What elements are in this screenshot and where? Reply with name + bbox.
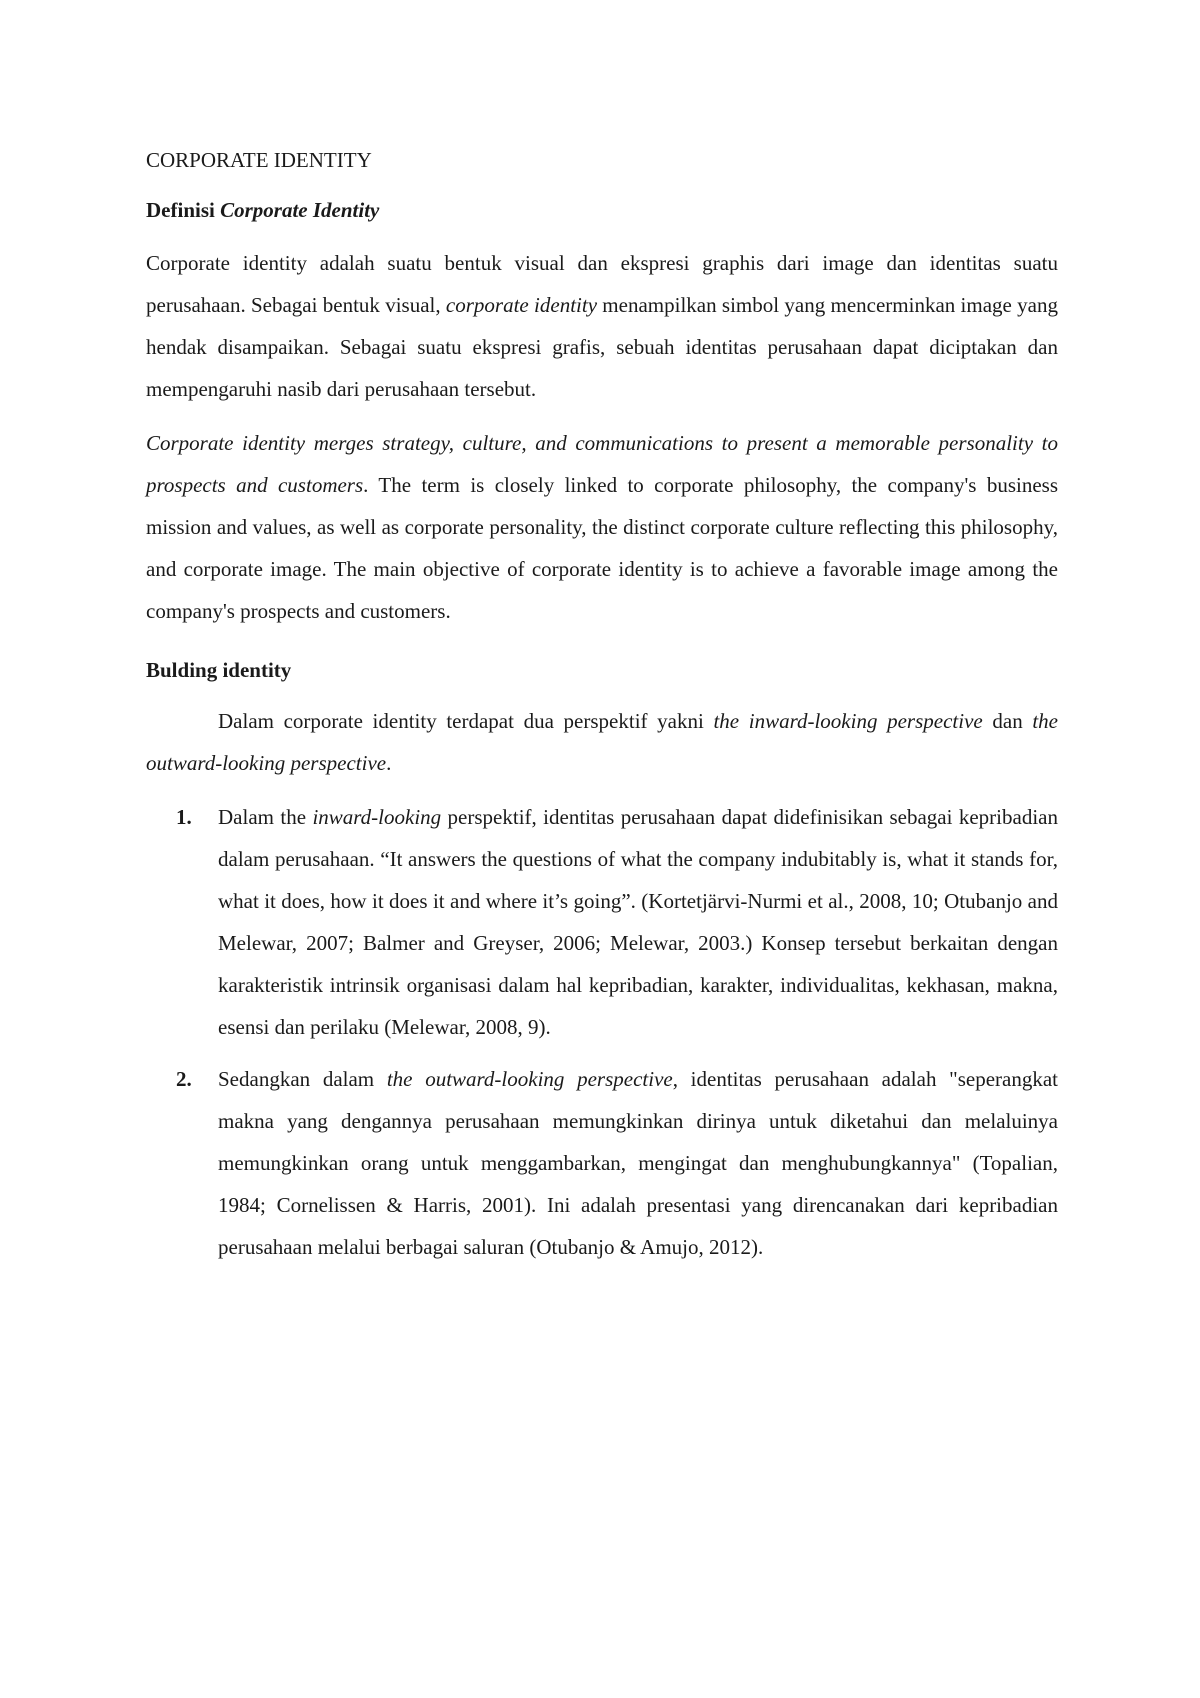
document-title: CORPORATE IDENTITY — [146, 148, 372, 172]
paragraph-definition-id — [146, 242, 1058, 410]
list-number: 2. — [176, 1067, 192, 1091]
section-heading-definition — [146, 190, 1058, 230]
paragraph-perspectives — [146, 700, 1058, 784]
text-run: perspektif, identitas perusahaan dapat didefinisikan sebagai kepribadian dalam perusahaan. “It answers the questions of what the company indubitably is, what it stands for, what it does, how it does it and where it’s going”. (Kortetjärvi-Nurmi et al., 2008, 10; Otubanjo and Melewar, 2007; Balmer and Greyser, 2006; Melewar, 2003.) Konsep tersebut berkaitan dengan karakteristik intrinsik organisasi dalam hal kepribadian, karakter, individualitas, kekhasan, makna, esensi dan perilaku (Melewar, 2008, 9). — [218, 805, 1058, 1039]
text-run: Dalam the — [218, 805, 313, 829]
text-run: . The term is closely linked to corporate philosophy, the company's business mission and values, as well as corporate personality, the distinct corporate culture reflecting this philosophy, and corporate image. The main objective of corporate identity is to achieve a favorable image among the company's prospects and customers. — [146, 473, 1058, 623]
paragraph-definition-en — [146, 422, 1058, 632]
numbered-list — [146, 796, 1058, 1268]
text-run-italic: the inward-looking perspective — [713, 709, 983, 733]
text-run-italic: Corporate identity merges strategy, culture, and communications to present a memorable personality to prospects and customers — [146, 431, 1058, 497]
text-run: dan — [982, 709, 1033, 733]
list-item — [146, 796, 1058, 1048]
text-run-italic: the outward-looking perspective — [386, 1067, 673, 1091]
text-run: menampilkan simbol yang mencerminkan image yang hendak disampaikan. Sebagai suatu ekspresi grafis, sebuah identitas perusahaan dapat diciptakan dan mempengaruhi nasib dari perusahaan tersebut. — [146, 293, 1058, 401]
text-run: Dalam corporate identity terdapat dua perspektif yakni — [218, 709, 714, 733]
list-number: 1. — [176, 805, 192, 829]
text-run: Corporate identity adalah suatu bentuk visual dan ekspresi graphis dari image dan identitas suatu perusahaan. Sebagai bentuk visual, — [146, 251, 1058, 317]
text-run-italic: inward-looking — [312, 805, 442, 829]
list-item — [146, 1058, 1058, 1268]
section-heading-italic: Corporate Identity — [220, 198, 380, 222]
text-run: , identitas perusahaan adalah "seperangkat makna yang dengannya perusahaan memungkinkan dirinya untuk diketahui dan melaluinya memungkinkan orang untuk menggambarkan, mengingat dan menghubungkannya" (Topalian, 1984; Cornelissen & Harris, 2001). Ini adalah presentasi yang direncanakan dari kepribadian perusahaan melalui berbagai saluran (Otubanjo & Amujo, 2012). — [218, 1067, 1058, 1259]
text-run-italic: corporate identity — [445, 293, 598, 317]
section-heading-plain: Definisi — [146, 198, 221, 222]
text-run: . — [386, 751, 392, 775]
section-heading-building-identity: Bulding identity — [146, 658, 292, 682]
document-page — [146, 140, 1058, 1278]
text-run: Sedangkan dalam — [218, 1067, 387, 1091]
text-run-italic: the outward-looking perspective — [146, 709, 1058, 775]
